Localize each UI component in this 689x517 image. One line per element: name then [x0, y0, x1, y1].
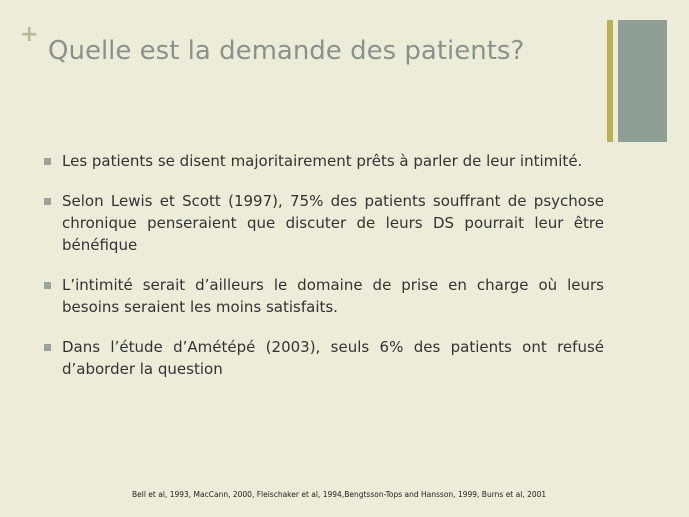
- bullet-list: [44, 150, 604, 398]
- accent-bar-olive: [607, 20, 613, 142]
- bullet-text: L’intimité serait d’ailleurs le domaine de prise en charge où leurs besoins seraient les moins satisfaits.: [62, 276, 604, 316]
- slide-title: Quelle est la demande des patients?: [48, 36, 525, 66]
- bullet-item: [44, 274, 604, 318]
- bullet-text: Dans l’étude d’Amétépé (2003), seuls 6% des patients ont refusé d’aborder la question: [62, 338, 604, 378]
- bullet-text: Les patients se disent majoritairement prêts à parler de leur intimité.: [62, 152, 583, 170]
- square-bullet-icon: [44, 198, 51, 205]
- reference-footnote: Bell et al, 1993, MacCann, 2000, Fleischaker et al, 1994,Bengtsson-Tops and Hansson, 1999, Burns et al, 2001: [132, 490, 547, 499]
- accent-bar-gray: [618, 20, 667, 142]
- plus-icon: +: [20, 22, 39, 47]
- bullet-text: Selon Lewis et Scott (1997), 75% des patients souffrant de psychose chronique penseraient que discuter de leurs DS pourrait leur être bénéfique: [62, 192, 604, 254]
- square-bullet-icon: [44, 282, 51, 289]
- bullet-item: [44, 190, 604, 256]
- square-bullet-icon: [44, 158, 51, 165]
- bullet-item: [44, 336, 604, 380]
- bullet-item: [44, 150, 604, 172]
- square-bullet-icon: [44, 344, 51, 351]
